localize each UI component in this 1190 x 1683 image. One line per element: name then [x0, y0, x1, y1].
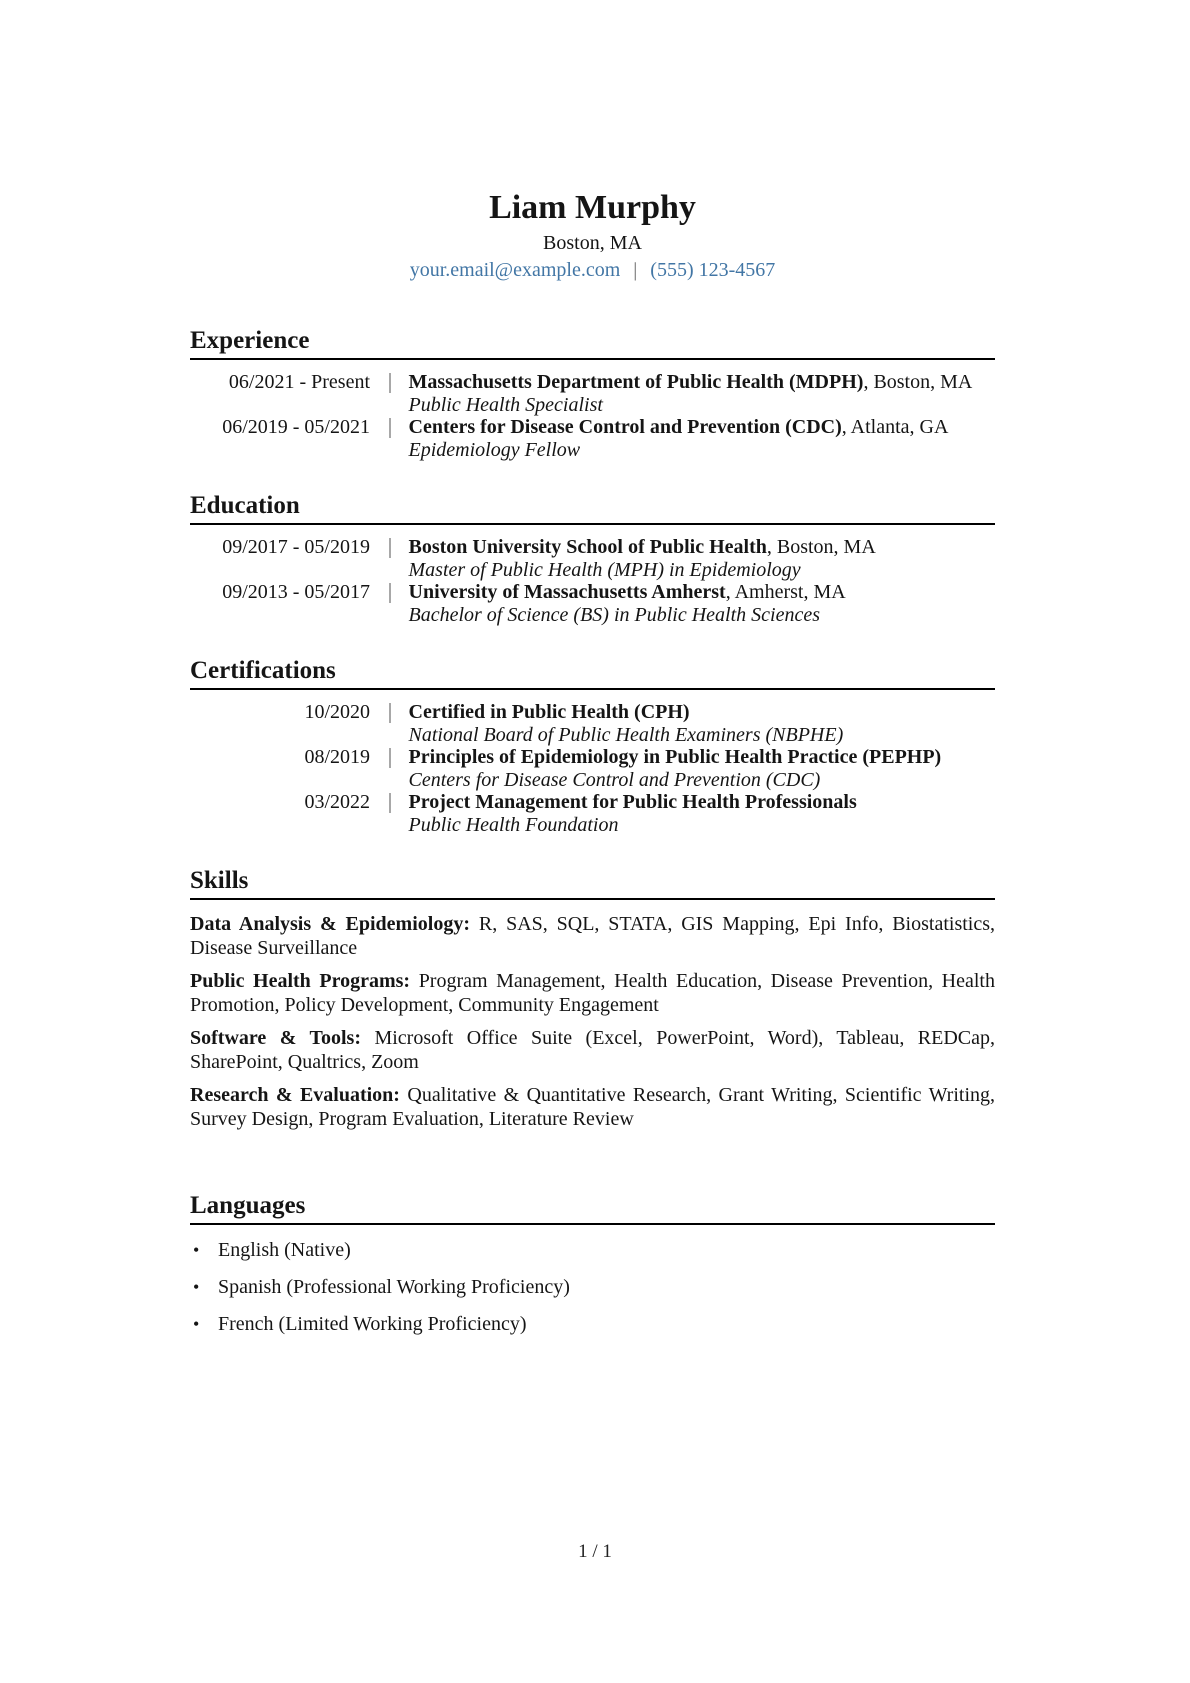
timeline-entry: [190, 701, 995, 746]
location: Boston, MA: [543, 232, 642, 254]
certifications-entries: [190, 701, 995, 836]
section-certifications: [190, 658, 995, 836]
section-title-education: Education: [190, 493, 995, 525]
entry-divider: [389, 418, 391, 438]
bullet-icon: •: [193, 1277, 200, 1297]
entry-divider: [389, 373, 391, 393]
section-title-certifications: Certifications: [190, 658, 995, 690]
language-label: Spanish (Professional Working Proficiency): [218, 1276, 570, 1298]
entry-body: [409, 746, 996, 791]
skill-category: [190, 970, 995, 1017]
timeline-entry: [190, 581, 995, 626]
skill-category-label: Data Analysis & Epidemiology:: [190, 913, 470, 935]
entry-body: [409, 701, 996, 746]
skills-list: [190, 913, 995, 1131]
email-link[interactable]: your.email@example.com: [409, 259, 621, 281]
contact-separator: |: [633, 259, 638, 281]
skill-category-label: Research & Evaluation:: [190, 1084, 400, 1106]
entry-subtitle: Master of Public Health (MPH) in Epidemiology: [408, 558, 801, 581]
skill-category-label: Software & Tools:: [190, 1027, 361, 1049]
skill-category: [190, 1027, 995, 1074]
section-title-languages: Languages: [190, 1193, 995, 1225]
language-item: [190, 1276, 995, 1299]
language-item: [190, 1313, 995, 1336]
entry-title: Boston University School of Public Health, Boston, MA: [408, 536, 876, 558]
entry-date: 03/2022: [304, 791, 370, 813]
language-item: [190, 1239, 995, 1262]
entry-title: Massachusetts Department of Public Health (MDPH), Boston, MA: [408, 371, 973, 393]
skill-category: [190, 913, 995, 960]
timeline-entry: [190, 371, 995, 416]
entry-date: 08/2019: [304, 746, 370, 768]
skill-category: [190, 1084, 995, 1131]
timeline-entry: [190, 746, 995, 791]
section-title-experience: Experience: [190, 328, 995, 360]
section-languages: [190, 1193, 995, 1336]
person-name: Liam Murphy: [489, 189, 696, 226]
timeline-entry: [190, 416, 995, 461]
page-number: 1 / 1: [578, 1541, 612, 1562]
skill-category-items: Microsoft Office Suite (Excel, PowerPoint, Word), Tableau, REDCap, SharePoint, Qualtrics, Zoom: [190, 1027, 996, 1073]
section-title-skills: Skills: [190, 868, 995, 900]
entry-title: Principles of Epidemiology in Public Health Practice (PEPHP): [408, 746, 942, 768]
entry-divider: [389, 703, 391, 723]
language-label: French (Limited Working Proficiency): [218, 1313, 527, 1335]
experience-entries: [190, 371, 995, 461]
entry-date: 06/2019 - 05/2021: [222, 416, 370, 438]
entry-body: [409, 791, 996, 836]
entry-subtitle: National Board of Public Health Examiners (NBPHE): [408, 723, 844, 746]
entry-title: Certified in Public Health (CPH): [408, 701, 690, 723]
entry-divider: [389, 583, 391, 603]
section-experience: [190, 328, 995, 461]
entry-title: Centers for Disease Control and Prevention (CDC), Atlanta, GA: [408, 416, 949, 438]
phone-link[interactable]: (555) 123-4567: [650, 259, 776, 281]
entry-title: Project Management for Public Health Professionals: [408, 791, 857, 813]
entry-date: 09/2013 - 05/2017: [222, 581, 370, 603]
languages-list: [190, 1239, 995, 1336]
entry-date: 09/2017 - 05/2019: [222, 536, 370, 558]
entry-divider: [389, 538, 391, 558]
entry-subtitle: Epidemiology Fellow: [408, 438, 581, 461]
entry-body: [409, 371, 996, 416]
entry-body: [409, 581, 996, 626]
sections-container: [190, 328, 995, 1336]
section-education: [190, 493, 995, 626]
section-skills: [190, 868, 995, 1131]
entry-divider: [389, 793, 391, 813]
timeline-entry: [190, 536, 995, 581]
entry-title: University of Massachusetts Amherst, Amherst, MA: [408, 581, 846, 603]
entry-subtitle: Public Health Foundation: [408, 813, 619, 836]
bullet-icon: •: [193, 1314, 200, 1334]
contact-line: [190, 259, 995, 282]
entry-body: [409, 416, 996, 461]
entry-body: [409, 536, 996, 581]
skill-category-items: Qualitative & Quantitative Research, Grant Writing, Scientific Writing, Survey Design, Program Evaluation, Literature Review: [190, 1084, 995, 1130]
education-entries: [190, 536, 995, 626]
entry-subtitle: Bachelor of Science (BS) in Public Health Sciences: [408, 603, 821, 626]
bullet-icon: •: [193, 1240, 200, 1260]
skill-category-label: Public Health Programs:: [190, 970, 411, 992]
skill-category-items: R, SAS, SQL, STATA, GIS Mapping, Epi Info, Biostatistics, Disease Surveillance: [190, 913, 996, 959]
entry-date: 10/2020: [304, 701, 370, 723]
skill-category-items: Program Management, Health Education, Disease Prevention, Health Promotion, Policy Development, Community Engagement: [190, 970, 995, 1016]
resume-header: [190, 190, 995, 282]
language-label: English (Native): [218, 1239, 351, 1261]
entry-date: 06/2021 - Present: [228, 371, 370, 393]
entry-subtitle: Public Health Specialist: [408, 393, 603, 416]
entry-divider: [389, 748, 391, 768]
timeline-entry: [190, 791, 995, 836]
entry-subtitle: Centers for Disease Control and Prevention (CDC): [408, 768, 821, 791]
